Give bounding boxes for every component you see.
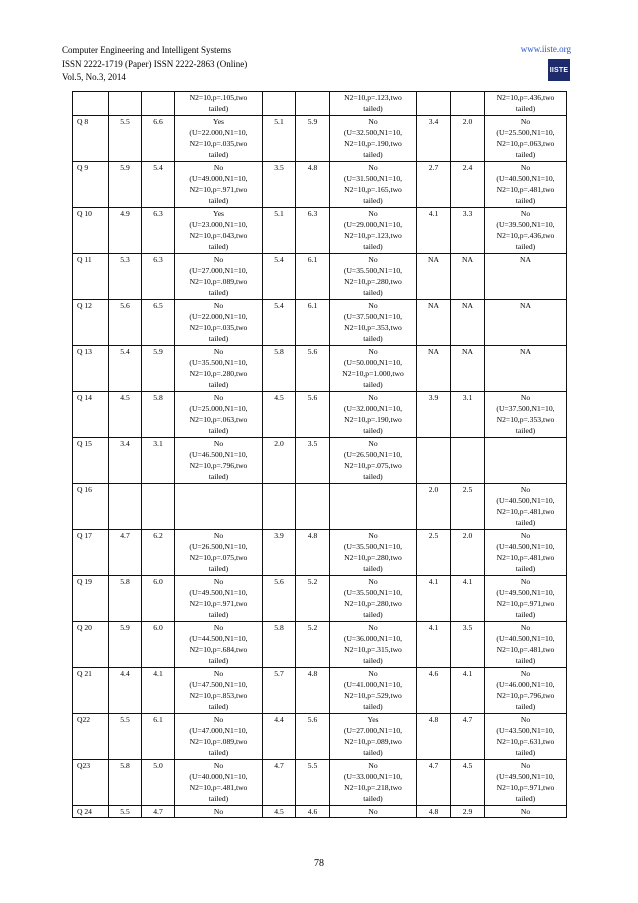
- table-cell: 5.9: [109, 621, 142, 667]
- table-cell: 4.1: [451, 667, 485, 713]
- table-cell: 4.1: [417, 207, 451, 253]
- iiste-logo: IISTE: [548, 59, 570, 81]
- question-label: Q 11: [73, 253, 109, 299]
- question-label: Q 20: [73, 621, 109, 667]
- table-cell: 5.9: [109, 161, 142, 207]
- table-cell: [109, 92, 142, 116]
- question-label: Q23: [73, 759, 109, 805]
- table-cell: NA: [485, 253, 567, 299]
- journal-issn: ISSN 2222-1719 (Paper) ISSN 2222-2863 (Online): [62, 58, 248, 69]
- table-cell: 5.4: [109, 345, 142, 391]
- table-row: [73, 115, 567, 161]
- table-cell: No (U=46.500,N1=10, N2=10,p=.796,two tailed): [175, 437, 263, 483]
- table-cell: 4.8: [417, 805, 451, 817]
- table-cell: No (U=47.500,N1=10, N2=10,p=.853,two tailed): [175, 667, 263, 713]
- table-cell: No (U=40.500,N1=10, N2=10,p=.481,two tailed): [485, 621, 567, 667]
- question-label: Q 8: [73, 115, 109, 161]
- table-cell: 4.7: [142, 805, 175, 817]
- table-cell: 4.7: [451, 713, 485, 759]
- table-cell: 3.1: [451, 391, 485, 437]
- table-cell: 4.5: [109, 391, 142, 437]
- table-cell: No (U=26.500,N1=10, N2=10,p=.075,two tailed): [330, 437, 417, 483]
- table-cell: 5.1: [263, 207, 296, 253]
- table-cell: 5.2: [296, 621, 330, 667]
- table-cell: No (U=44.500,N1=10, N2=10,p=.684,two tailed): [175, 621, 263, 667]
- table-cell: 6.1: [296, 253, 330, 299]
- table-cell: 5.5: [109, 115, 142, 161]
- table-cell: Yes (U=22.000,N1=10, N2=10,p=.035,two tailed): [175, 115, 263, 161]
- table-cell: 4.6: [417, 667, 451, 713]
- table-cell: No (U=40.500,N1=10, N2=10,p=.481,two tailed): [485, 161, 567, 207]
- table-cell: No (U=43.500,N1=10, N2=10,p=.631,two tailed): [485, 713, 567, 759]
- table-cell: 4.9: [109, 207, 142, 253]
- table-cell: No (U=22.000,N1=10, N2=10,p=.035,two tailed): [175, 299, 263, 345]
- table-cell: [485, 437, 567, 483]
- table-cell: 2.0: [451, 115, 485, 161]
- table-cell: NA: [451, 253, 485, 299]
- table-row: [73, 529, 567, 575]
- table-cell: 4.1: [142, 667, 175, 713]
- table-cell: 4.5: [263, 391, 296, 437]
- table-cell: No (U=35.500,N1=10, N2=10,p=.280,two tailed): [175, 345, 263, 391]
- table-cell: [417, 92, 451, 116]
- table-cell: 5.5: [296, 759, 330, 805]
- table-row: [73, 805, 567, 817]
- table-cell: 4.7: [109, 529, 142, 575]
- table-cell: No (U=25.000,N1=10, N2=10,p=.063,two tailed): [175, 391, 263, 437]
- table-cell: 6.2: [142, 529, 175, 575]
- table-cell: [451, 437, 485, 483]
- table-cell: N2=10,p=.123,two tailed): [330, 92, 417, 116]
- table-cell: 4.1: [417, 575, 451, 621]
- table-cell: 4.8: [296, 529, 330, 575]
- table-cell: No (U=49.500,N1=10, N2=10,p=.971,two tailed): [175, 575, 263, 621]
- table-cell: 5.8: [263, 345, 296, 391]
- table-cell: No (U=40.500,N1=10, N2=10,p=.481,two tailed): [485, 483, 567, 529]
- table-row: [73, 483, 567, 529]
- table-row: [73, 345, 567, 391]
- table-row: [73, 759, 567, 805]
- table-cell: No (U=33.000,N1=10, N2=10,p=.218,two tailed): [330, 759, 417, 805]
- table-cell: 5.5: [109, 713, 142, 759]
- table-cell: 3.5: [451, 621, 485, 667]
- table-cell: 5.9: [296, 115, 330, 161]
- table-cell: No (U=35.500,N1=10, N2=10,p=.280,two tailed): [330, 575, 417, 621]
- table-cell: 5.2: [296, 575, 330, 621]
- table-cell: [263, 483, 296, 529]
- table-cell: No (U=35.500,N1=10, N2=10,p=.280,two tailed): [330, 529, 417, 575]
- table-cell: 5.4: [263, 299, 296, 345]
- table-cell: No (U=49.000,N1=10, N2=10,p=.971,two tailed): [175, 161, 263, 207]
- table-cell: No (U=50.000,N1=10, N2=10,p=1.000,two tailed): [330, 345, 417, 391]
- table-cell: 5.4: [142, 161, 175, 207]
- question-label: [73, 92, 109, 116]
- table-cell: 3.9: [417, 391, 451, 437]
- table-cell: 5.3: [109, 253, 142, 299]
- table-cell: 4.1: [417, 621, 451, 667]
- table-cell: 5.8: [109, 759, 142, 805]
- table-cell: 3.5: [296, 437, 330, 483]
- question-label: Q 15: [73, 437, 109, 483]
- table-cell: 5.8: [142, 391, 175, 437]
- table-cell: No (U=49.500,N1=10, N2=10,p=.971,two tailed): [485, 575, 567, 621]
- question-label: Q 12: [73, 299, 109, 345]
- table-cell: Yes (U=23.000,N1=10, N2=10,p=.043,two tailed): [175, 207, 263, 253]
- table-cell: No (U=32.000,N1=10, N2=10,p=.190,two tailed): [330, 391, 417, 437]
- table-cell: 3.5: [263, 161, 296, 207]
- table-cell: No (U=26.500,N1=10, N2=10,p=.075,two tailed): [175, 529, 263, 575]
- table-cell: No (U=29.000,N1=10, N2=10,p=.123,two tailed): [330, 207, 417, 253]
- question-label: Q 24: [73, 805, 109, 817]
- table-cell: [263, 92, 296, 116]
- question-label: Q 9: [73, 161, 109, 207]
- table-cell: 4.4: [263, 713, 296, 759]
- table-row: [73, 621, 567, 667]
- table-cell: 5.4: [263, 253, 296, 299]
- table-cell: 4.4: [109, 667, 142, 713]
- table-cell: 6.6: [142, 115, 175, 161]
- table-cell: 6.0: [142, 575, 175, 621]
- table-cell: 5.6: [296, 391, 330, 437]
- results-table: [72, 91, 567, 818]
- table-cell: 6.3: [142, 207, 175, 253]
- table-cell: NA: [485, 345, 567, 391]
- table-row: [73, 299, 567, 345]
- table-cell: 4.8: [296, 161, 330, 207]
- table-cell: 5.6: [109, 299, 142, 345]
- table-cell: No (U=31.500,N1=10, N2=10,p=.165,two tailed): [330, 161, 417, 207]
- table-cell: No (U=41.000,N1=10, N2=10,p=.529,two tailed): [330, 667, 417, 713]
- table-cell: N2=10,p=.436,two tailed): [485, 92, 567, 116]
- table-cell: 5.5: [109, 805, 142, 817]
- table-cell: [142, 483, 175, 529]
- table-row: [73, 391, 567, 437]
- question-label: Q22: [73, 713, 109, 759]
- table-cell: 4.7: [263, 759, 296, 805]
- table-cell: No (U=39.500,N1=10, N2=10,p=.436,two tailed): [485, 207, 567, 253]
- table-cell: No (U=46.000,N1=10, N2=10,p=.796,two tailed): [485, 667, 567, 713]
- table-cell: [142, 92, 175, 116]
- table-cell: 2.0: [417, 483, 451, 529]
- table-cell: NA: [417, 345, 451, 391]
- table-cell: 4.8: [296, 667, 330, 713]
- table-cell: 6.3: [296, 207, 330, 253]
- question-label: Q 13: [73, 345, 109, 391]
- table-cell: NA: [417, 253, 451, 299]
- table-cell: 4.5: [263, 805, 296, 817]
- table-cell: No (U=40.000,N1=10, N2=10,p=.481,two tailed): [175, 759, 263, 805]
- table-cell: 4.1: [451, 575, 485, 621]
- table-cell: 5.6: [263, 575, 296, 621]
- table-cell: NA: [417, 299, 451, 345]
- question-label: Q 14: [73, 391, 109, 437]
- table-row: [73, 667, 567, 713]
- journal-header: [62, 44, 247, 85]
- page-number: 78: [314, 858, 324, 869]
- table-cell: No (U=27.000,N1=10, N2=10,p=.089,two tailed): [175, 253, 263, 299]
- question-label: Q 16: [73, 483, 109, 529]
- table-cell: 2.0: [451, 529, 485, 575]
- table-cell: NA: [451, 345, 485, 391]
- table-cell: 2.7: [417, 161, 451, 207]
- table-cell: No (U=32.500,N1=10, N2=10,p=.190,two tailed): [330, 115, 417, 161]
- table-cell: No (U=49.500,N1=10, N2=10,p=.971,two tailed): [485, 759, 567, 805]
- table-row: [73, 92, 567, 116]
- question-label: Q 10: [73, 207, 109, 253]
- table-cell: [451, 92, 485, 116]
- table-cell: [296, 483, 330, 529]
- table-cell: No (U=37.500,N1=10, N2=10,p=.353,two tailed): [485, 391, 567, 437]
- table-cell: 4.8: [417, 713, 451, 759]
- table-cell: 5.9: [142, 345, 175, 391]
- table-cell: 6.1: [296, 299, 330, 345]
- table-cell: 3.4: [109, 437, 142, 483]
- table-row: [73, 161, 567, 207]
- table-cell: [330, 483, 417, 529]
- table-row: [73, 437, 567, 483]
- table-cell: 4.5: [451, 759, 485, 805]
- table-cell: 4.7: [417, 759, 451, 805]
- table-cell: NA: [451, 299, 485, 345]
- journal-title: Computer Engineering and Intelligent Systems: [62, 45, 231, 55]
- table-cell: 5.8: [263, 621, 296, 667]
- table-cell: 5.0: [142, 759, 175, 805]
- table-row: [73, 575, 567, 621]
- table-cell: No: [485, 805, 567, 817]
- table-cell: N2=10,p=.105,two tailed): [175, 92, 263, 116]
- table-cell: No: [175, 805, 263, 817]
- table-cell: 5.6: [296, 713, 330, 759]
- table-row: [73, 253, 567, 299]
- table-cell: 4.6: [296, 805, 330, 817]
- table-cell: [417, 437, 451, 483]
- table-cell: 6.5: [142, 299, 175, 345]
- question-label: Q 17: [73, 529, 109, 575]
- table-cell: No (U=36.000,N1=10, N2=10,p=.315,two tailed): [330, 621, 417, 667]
- table-cell: 2.4: [451, 161, 485, 207]
- table-cell: [175, 483, 263, 529]
- table-cell: 5.1: [263, 115, 296, 161]
- table-row: [73, 207, 567, 253]
- table-cell: No (U=25.500,N1=10, N2=10,p=.063,two tailed): [485, 115, 567, 161]
- table-cell: No (U=37.500,N1=10, N2=10,p=.353,two tailed): [330, 299, 417, 345]
- table-cell: 6.3: [142, 253, 175, 299]
- table-cell: 2.0: [263, 437, 296, 483]
- table-cell: 6.1: [142, 713, 175, 759]
- table-cell: 5.6: [296, 345, 330, 391]
- table-cell: [296, 92, 330, 116]
- table-cell: 3.1: [142, 437, 175, 483]
- table-cell: No (U=40.500,N1=10, N2=10,p=.481,two tailed): [485, 529, 567, 575]
- table-cell: 3.4: [417, 115, 451, 161]
- table-cell: No: [330, 805, 417, 817]
- table-cell: 3.9: [263, 529, 296, 575]
- table-cell: 5.8: [109, 575, 142, 621]
- question-label: Q 21: [73, 667, 109, 713]
- table-cell: 2.9: [451, 805, 485, 817]
- journal-url-link[interactable]: www.iiste.org: [520, 44, 571, 54]
- table-cell: No (U=35.500,N1=10, N2=10,p=.280,two tailed): [330, 253, 417, 299]
- table-row: [73, 713, 567, 759]
- table-cell: 3.3: [451, 207, 485, 253]
- table-cell: 2.5: [417, 529, 451, 575]
- table-cell: 5.7: [263, 667, 296, 713]
- table-cell: NA: [485, 299, 567, 345]
- table-cell: 6.0: [142, 621, 175, 667]
- table-cell: [109, 483, 142, 529]
- journal-volume: Vol.5, No.3, 2014: [62, 72, 126, 82]
- question-label: Q 19: [73, 575, 109, 621]
- table-cell: Yes (U=27.000,N1=10, N2=10,p=.089,two tailed): [330, 713, 417, 759]
- table-cell: No (U=47.000,N1=10, N2=10,p=.089,two tailed): [175, 713, 263, 759]
- table-cell: 2.5: [451, 483, 485, 529]
